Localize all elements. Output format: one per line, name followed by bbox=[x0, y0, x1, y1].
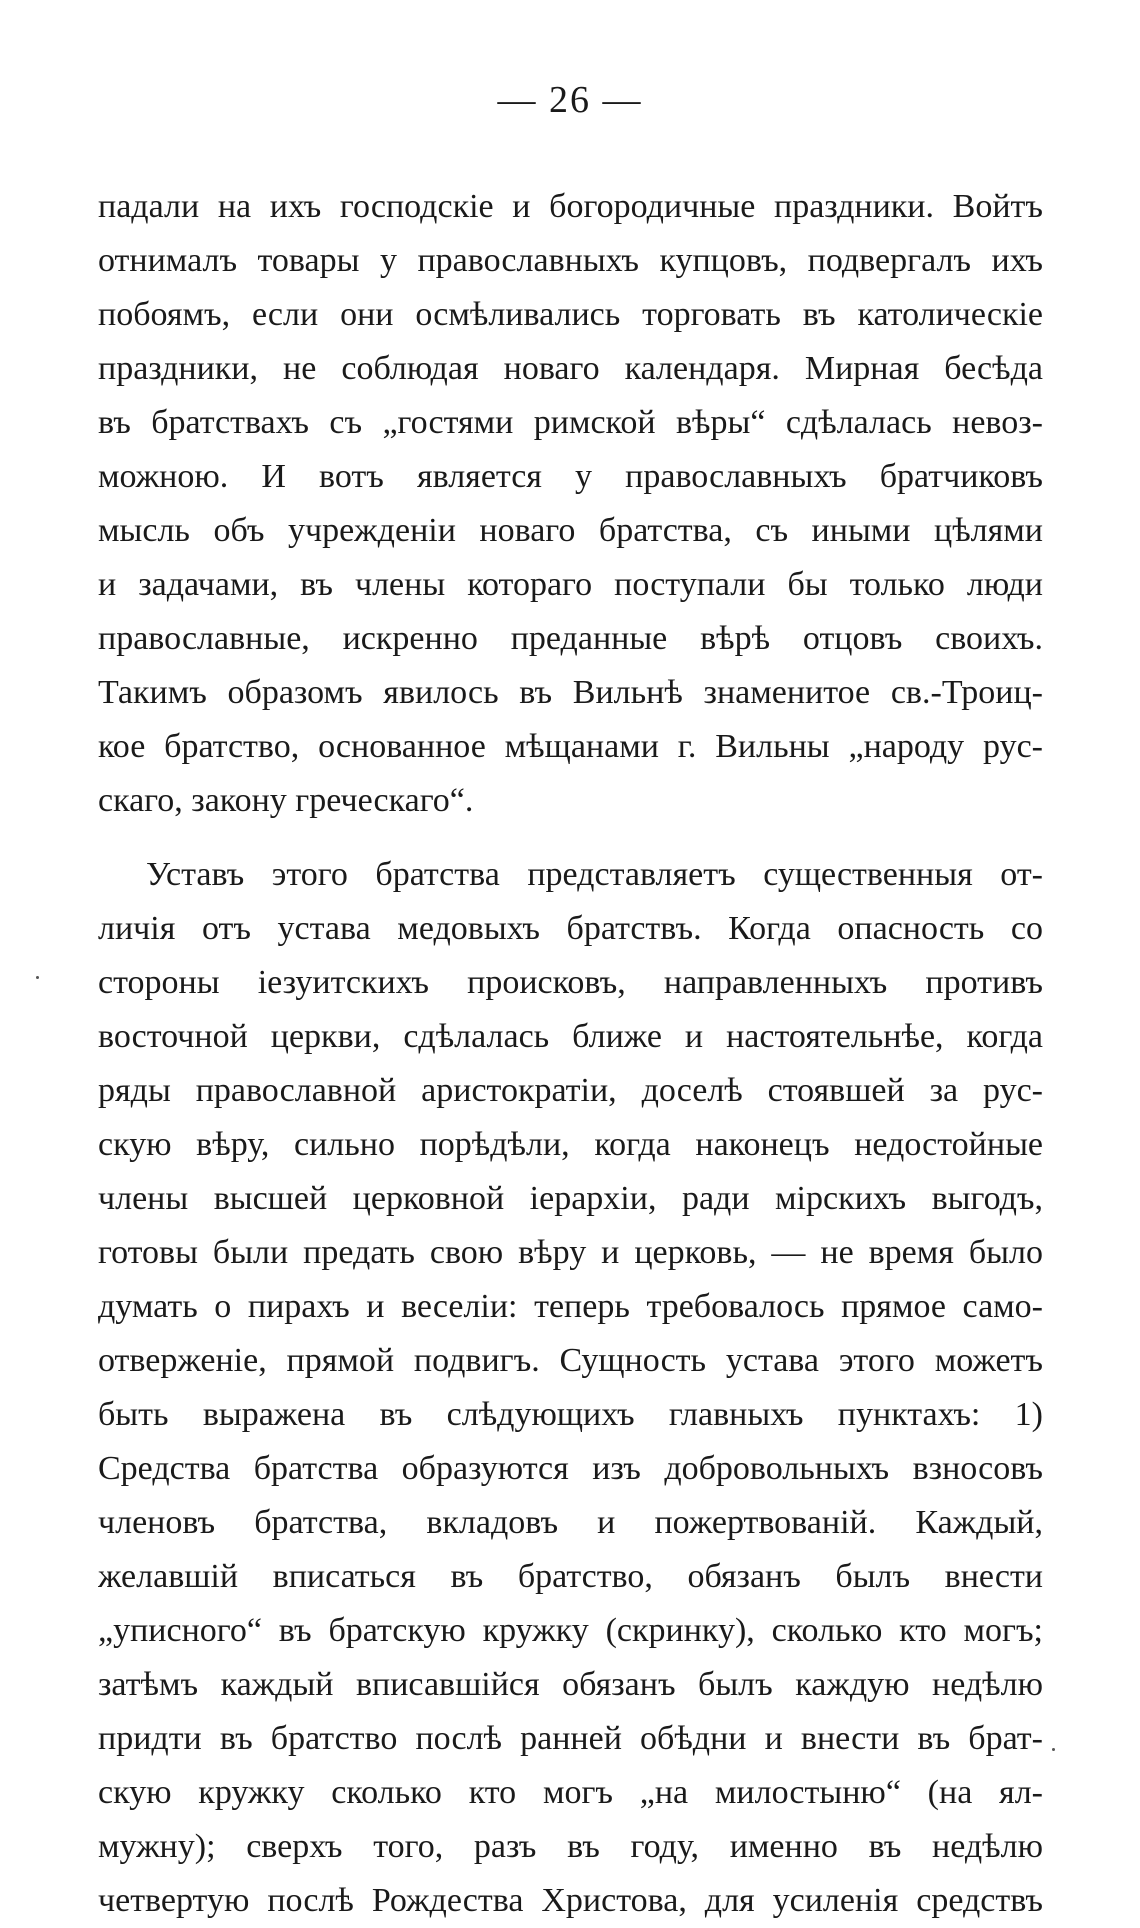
text-line: затѣмъ каждый вписавшійся обязанъ былъ каждую недѣлю bbox=[98, 1666, 1043, 1703]
text-line: стороны іезуитскихъ происковъ, направленныхъ противъ bbox=[98, 964, 1043, 1001]
paragraph-gap bbox=[98, 828, 1043, 848]
text-line: быть выражена въ слѣдующихъ главныхъ пунктахъ: 1) bbox=[98, 1396, 1043, 1433]
text-line: скую кружку сколько кто могъ „на милостыню“ (на ял- bbox=[98, 1774, 1043, 1811]
text-line: Уставъ этого братства представляетъ существенныя от- bbox=[146, 856, 1043, 893]
text-line: кое братство, основанное мѣщанами г. Вильны „народу рус- bbox=[98, 728, 1043, 765]
text-line: отнималъ товары у православныхъ купцовъ, подвергалъ ихъ bbox=[98, 242, 1043, 279]
text-line: мужну); сверхъ того, разъ въ году, именно въ недѣлю bbox=[98, 1828, 1043, 1865]
text-line: члены высшей церковной іерархіи, ради мірскихъ выгодъ, bbox=[98, 1180, 1043, 1217]
text-line: ряды православной аристократіи, доселѣ стоявшей за рус- bbox=[98, 1072, 1043, 1109]
text-line: думать о пирахъ и веселіи: теперь требовалось прямое само- bbox=[98, 1288, 1043, 1325]
text-line: скую вѣру, сильно порѣдѣли, когда наконецъ недостойные bbox=[98, 1126, 1043, 1163]
print-speck bbox=[1052, 1748, 1055, 1751]
text-line: Такимъ образомъ явилось въ Вильнѣ знаменитое св.-Троиц- bbox=[98, 674, 1043, 711]
text-line: желавшій вписаться въ братство, обязанъ былъ внести bbox=[98, 1558, 1043, 1595]
paragraph-2 bbox=[98, 848, 1043, 1928]
text-line: отверженіе, прямой подвигъ. Сущность устава этого можетъ bbox=[98, 1342, 1043, 1379]
text-line: и задачами, въ члены котораго поступали бы только люди bbox=[98, 566, 1043, 603]
text-line: скаго, закону греческаго“. bbox=[98, 782, 474, 819]
text-line: готовы были предать свою вѣру и церковь, — не время было bbox=[98, 1234, 1043, 1271]
text-line: четвертую послѣ Рождества Христова, для усиленія средствъ bbox=[98, 1882, 1043, 1919]
body-text bbox=[98, 180, 1043, 1928]
text-line: можною. И вотъ является у православныхъ братчиковъ bbox=[98, 458, 1043, 495]
print-speck bbox=[36, 976, 39, 979]
text-line: Средства братства образуются изъ добровольныхъ взносовъ bbox=[98, 1450, 1043, 1487]
text-line: праздники, не соблюдая новаго календаря. Мирная бесѣда bbox=[98, 350, 1043, 387]
text-line: православные, искренно преданные вѣрѣ отцовъ своихъ. bbox=[98, 620, 1043, 657]
text-line: мысль объ учрежденіи новаго братства, съ иными цѣлями bbox=[98, 512, 1043, 549]
text-line: побоямъ, если они осмѣливались торговать въ католическіе bbox=[98, 296, 1043, 333]
text-line: въ братствахъ съ „гостями римской вѣры“ сдѣлалась невоз- bbox=[98, 404, 1043, 441]
paragraph-1 bbox=[98, 180, 1043, 828]
page-number: — 26 — bbox=[497, 79, 643, 121]
text-line: падали на ихъ господскіе и богородичные праздники. Войтъ bbox=[98, 188, 1043, 225]
text-line: личія отъ устава медовыхъ братствъ. Когда опасность со bbox=[98, 910, 1043, 947]
text-line: придти въ братство послѣ ранней обѣдни и внести въ брат- bbox=[98, 1720, 1043, 1757]
text-line: членовъ братства, вкладовъ и пожертвованій. Каждый, bbox=[98, 1504, 1043, 1541]
text-line: восточной церкви, сдѣлалась ближе и настоятельнѣе, когда bbox=[98, 1018, 1043, 1055]
text-line: „уписного“ въ братскую кружку (скринку), сколько кто могъ; bbox=[98, 1612, 1043, 1649]
